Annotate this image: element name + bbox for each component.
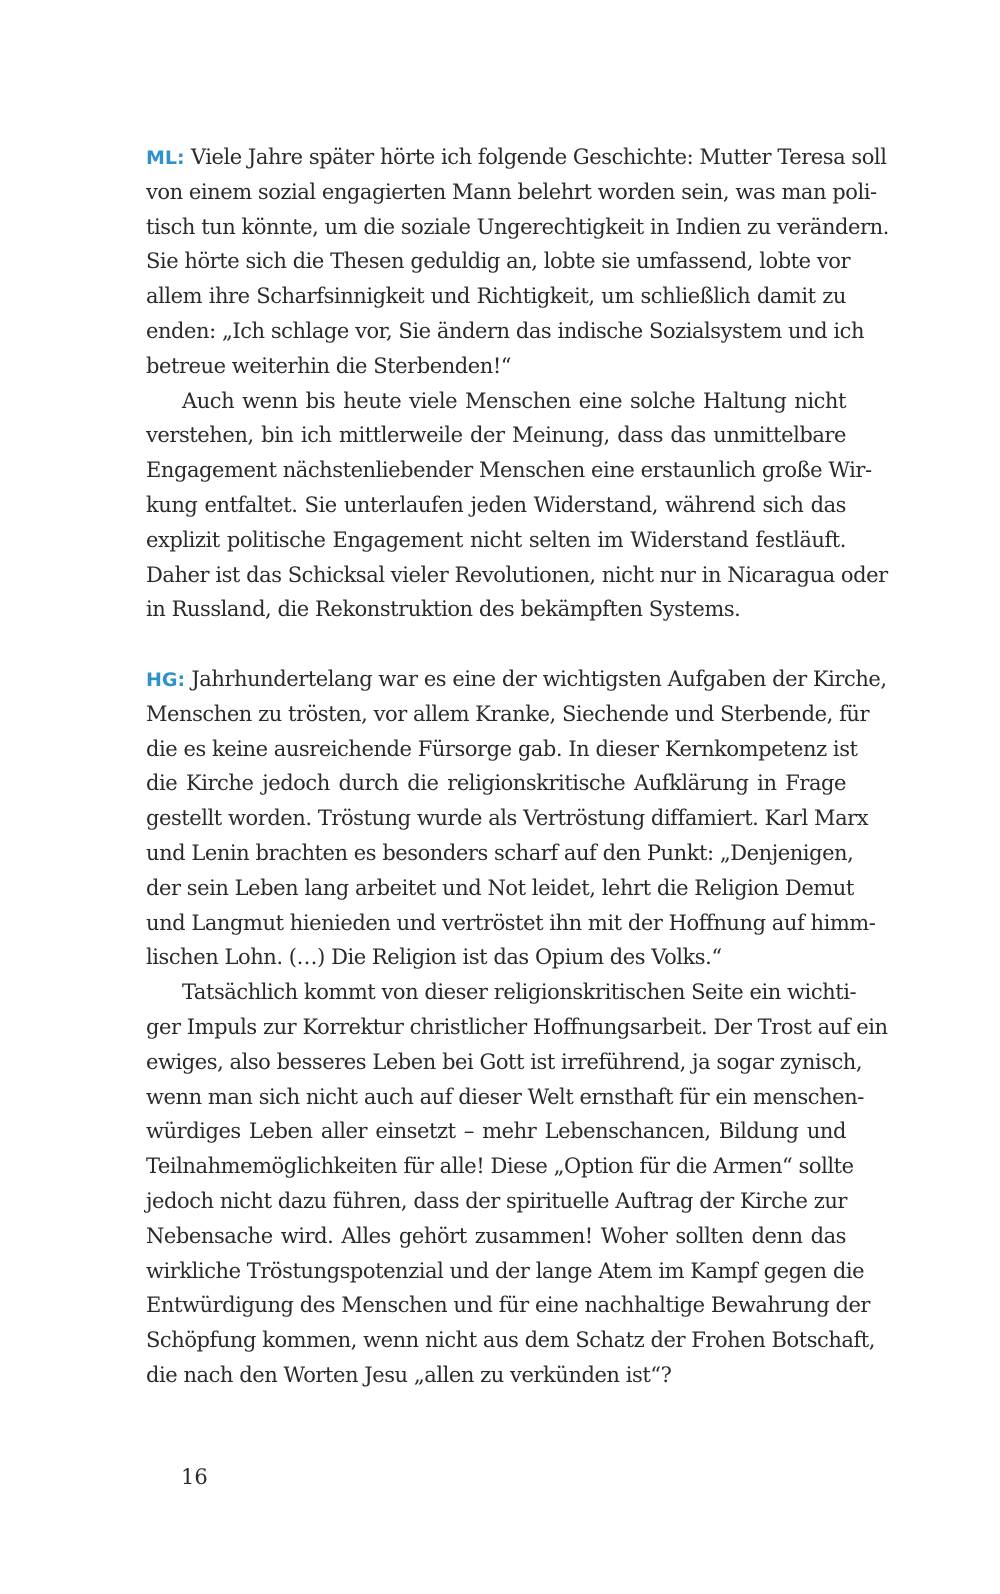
- text-line: von einem sozial engagierten Mann belehrt worden sein, was man poli-: [146, 179, 877, 204]
- text-line: Entwürdigung des Menschen und für eine nachhaltige Bewahrung der: [146, 1293, 871, 1318]
- text-line: verstehen, bin ich mittlerweile der Meinung, dass das unmittelbare: [146, 423, 846, 448]
- speaker-label: ML:: [146, 147, 185, 169]
- text-line: Menschen zu trösten, vor allem Kranke, Siechende und Sterbende, für: [146, 701, 870, 726]
- text-line: ewiges, also besseres Leben bei Gott ist irreführend, ja sogar zynisch,: [146, 1049, 863, 1074]
- paragraph: [146, 975, 888, 1393]
- text-line: gestellt worden. Tröstung wurde als Vertröstung diffamiert. Karl Marx: [146, 806, 869, 831]
- text-line: wirkliche Tröstungspotenzial und der lange Atem im Kampf gegen die: [146, 1258, 865, 1283]
- text-line: ger Impuls zur Korrektur christlicher Hoffnungsarbeit. Der Trost auf ein: [146, 1014, 888, 1039]
- text-line: in Russland, die Rekonstruktion des bekämpften Systems.: [146, 597, 741, 622]
- page-number: 16: [181, 1465, 208, 1489]
- text-line: die Kirche jedoch durch die religionskritische Aufklärung in Frage: [146, 771, 846, 796]
- text-line: explizit politische Engagement nicht selten im Widerstand festläuft.: [146, 527, 846, 552]
- text-line: jedoch nicht dazu führen, dass der spirituelle Auftrag der Kirche zur: [146, 1188, 847, 1213]
- text-line: Nebensache wird. Alles gehört zusammen! Woher sollten denn das: [146, 1223, 846, 1248]
- text-line: Schöpfung kommen, wenn nicht aus dem Schatz der Frohen Botschaft,: [146, 1328, 876, 1353]
- section-gap: [146, 627, 846, 662]
- speaker-label: HG:: [146, 668, 186, 691]
- text-line: Tatsächlich kommt von dieser religionskritischen Seite ein wichti-: [182, 980, 857, 1005]
- text-line: allem ihre Scharfsinnigkeit und Richtigkeit, um schließlich damit zu: [146, 284, 846, 309]
- text-line: wenn man sich nicht auch auf dieser Welt ernsthaft für ein menschen-: [146, 1084, 864, 1109]
- paragraph: [146, 140, 889, 384]
- text-line: Sie hörte sich die Thesen geduldig an, lobte sie umfassend, lobte vor: [146, 249, 851, 274]
- text-line: Teilnahmemöglichkeiten für alle! Diese „Option für die Armen“ sollte: [146, 1154, 854, 1179]
- paragraph: [146, 384, 888, 628]
- text-line: die es keine ausreichende Fürsorge gab. In dieser Kernkompetenz ist: [146, 736, 858, 761]
- text-line: der sein Leben lang arbeitet und Not leidet, lehrt die Religion Demut: [146, 875, 854, 900]
- page-body: [146, 140, 889, 1393]
- text-line: Daher ist das Schicksal vieler Revolutionen, nicht nur in Nicaragua oder: [146, 562, 888, 587]
- dialogue-section-ml: [146, 140, 889, 627]
- text-line: die nach den Worten Jesu „allen zu verkünden ist“?: [146, 1362, 672, 1387]
- text-line: kung entfaltet. Sie unterlaufen jeden Widerstand, während sich das: [146, 492, 846, 517]
- text-line: HG: Jahrhundertelang war es eine der wichtigsten Aufgaben der Kirche,: [146, 666, 887, 691]
- text-line: Auch wenn bis heute viele Menschen eine solche Haltung nicht: [182, 388, 846, 413]
- dialogue-section-hg: [146, 662, 888, 1393]
- text-line: enden: „Ich schlage vor, Sie ändern das indische Sozialsystem und ich: [146, 318, 865, 343]
- text-line: Engagement nächstenliebender Menschen eine erstaunlich große Wir-: [146, 458, 872, 483]
- text-line: lischen Lohn. (…) Die Religion ist das Opium des Volks.“: [146, 945, 722, 970]
- text-line: betreue weiterhin die Sterbenden!“: [146, 353, 512, 378]
- paragraph: [146, 662, 887, 975]
- text-line: würdiges Leben aller einsetzt – mehr Lebenschancen, Bildung und: [146, 1119, 846, 1144]
- text-line: und Lenin brachten es besonders scharf auf den Punkt: „Denjenigen,: [146, 840, 854, 865]
- text-line: und Langmut hienieden und vertröstet ihn mit der Hoffnung auf himm-: [146, 910, 876, 935]
- text-line: ML: Viele Jahre später hörte ich folgende Geschichte: Mutter Teresa soll: [146, 145, 887, 169]
- text-line: tisch tun könnte, um die soziale Ungerechtigkeit in Indien zu verändern.: [146, 214, 889, 239]
